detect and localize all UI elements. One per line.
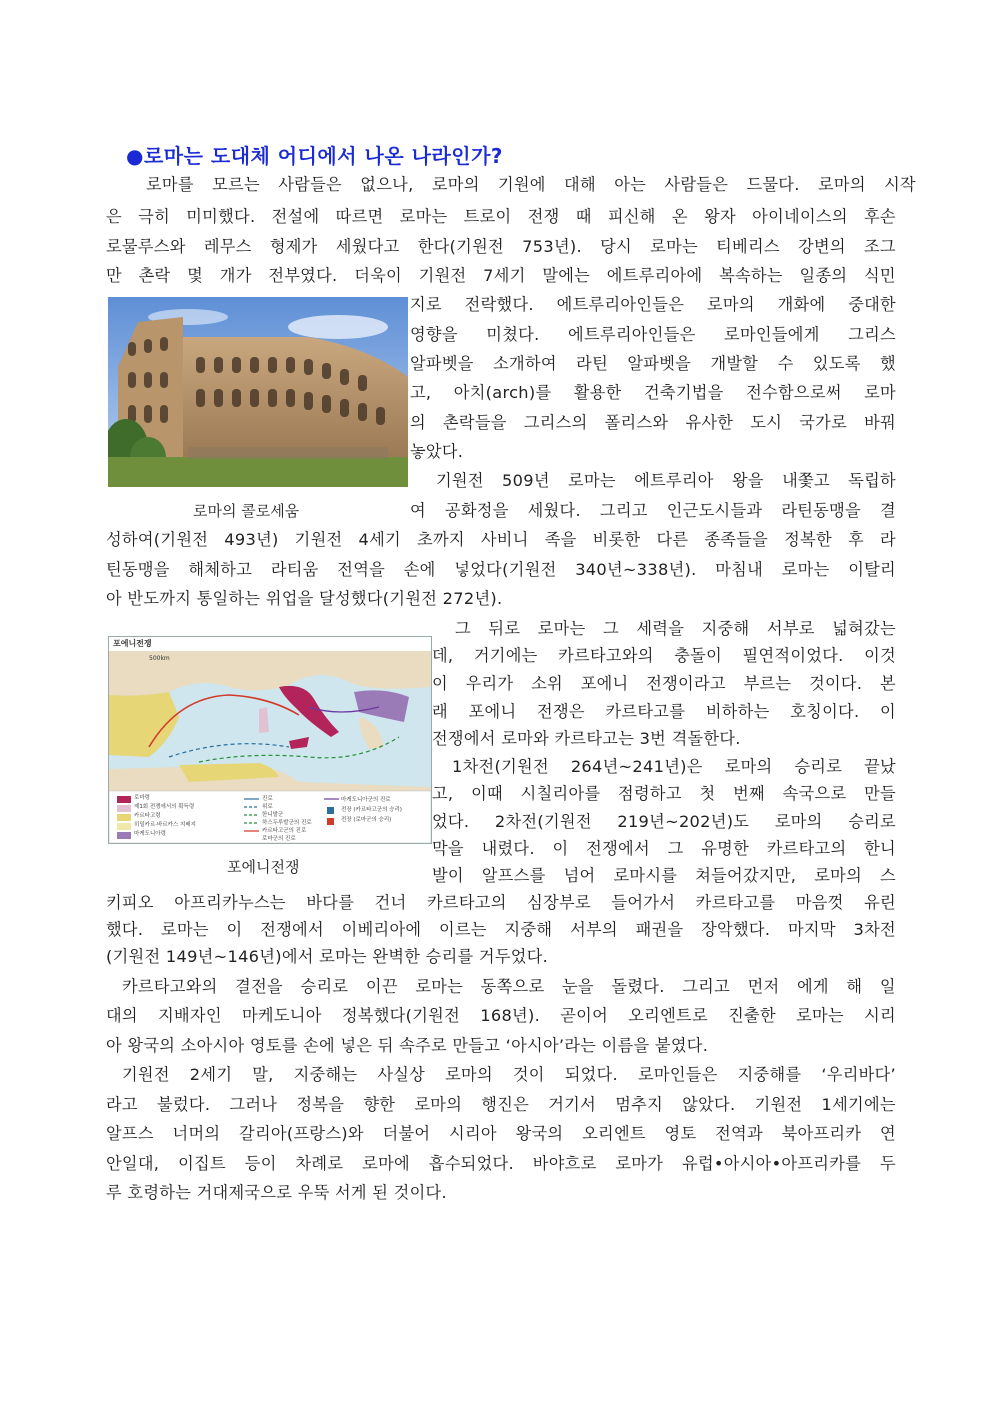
text-line: 지로 전락했다. 에트루리아인들은 로마의 개화에 중대한 (410, 295, 896, 314)
text-line: 라고 불렀다. 그러나 정복을 향한 로마의 행진은 거기서 멈추지 않았다. 기원전 1세기에는 (106, 1095, 896, 1114)
page-title: ●로마는 도대체 어디에서 나온 나라인가? (126, 144, 504, 168)
text-line: 막을 내렸다. 이 전쟁에서 그 유명한 카르타고의 한니 (432, 839, 896, 858)
text-line: 전쟁에서 로마와 카르타고는 3번 격돌한다. (432, 729, 741, 748)
text-line: 영향을 미쳤다. 에트루리아인들은 로마인들에게 그리스 (410, 325, 896, 344)
text-line: 틴동맹을 해체하고 라티움 전역을 손에 넣었다(기원전 340년∼338년). 마침내 로마는 이탈리 (106, 560, 896, 579)
text-line: 래 포에니 전쟁은 카르타고를 비하하는 호칭이다. 이 (432, 702, 896, 721)
text-line: 안일대, 이집트 등이 차례로 로마에 흡수되었다. 바야흐로 로마가 유럽•아시아•아프리카를 두 (106, 1154, 896, 1173)
text-line: 고, 이때 시칠리아를 점령하고 첫 번째 속국으로 만들 (432, 784, 896, 803)
colosseum-caption: 로마의 콜로세움 (193, 502, 300, 520)
text-line: 로물루스와 레무스 형제가 세웠다고 한다(기원전 753년). 당시 로마는 티베리스 강변의 조그 (106, 237, 896, 256)
text-line: 1차전(기원전 264년∼241년)은 로마의 승리로 끝났 (452, 757, 896, 776)
text-line: 아 반도까지 통일하는 위업을 달성했다(기원전 272년). (106, 589, 503, 608)
text-line: (기원전 149년∼146년)에서 로마는 완벽한 승리를 거두었다. (106, 947, 549, 966)
text-line: 루 호령하는 거대제국으로 우뚝 서게 된 것이다. (106, 1183, 447, 1202)
text-line: 이 우리가 소위 포에니 전쟁이라고 부르는 것이다. 본 (432, 674, 896, 693)
text-line: 데, 거기에는 카르타고와의 충돌이 필연적이었다. 이것 (432, 646, 896, 665)
text-line: 발이 알프스를 넘어 로마시를 쳐들어갔지만, 로마의 스 (432, 866, 896, 885)
colosseum-photo (108, 297, 408, 487)
map-title: 포에니전쟁 (113, 639, 152, 648)
text-line: 대의 지배자인 마케도니아 정복했다(기원전 168년). 곧이어 오리엔트로 진출한 로마는 시리 (106, 1006, 896, 1025)
text-line: 놓았다. (410, 442, 464, 461)
map-scale: 500km (149, 655, 170, 662)
text-line: 카르타고와의 결전을 승리로 이끈 로마는 동쪽으로 눈을 돌렸다. 그리고 먼저 에게 해 일 (122, 977, 896, 996)
text-line: 은 극히 미미했다. 전설에 따르면 로마는 트로이 전쟁 때 피신해 온 왕자 아이네이스의 후손 (106, 207, 896, 226)
map-legend-mid: 진로 위로 한니발군 하스두루발군의 진로 카르타고군의 진로 로마군의 진로 (262, 796, 312, 842)
text-line: 그 뒤로 로마는 그 세력을 지중해 서부로 넓혀갔는 (455, 619, 896, 638)
text-line: 키피오 아프리카누스는 바다를 건너 카르타고의 심장부로 들어가서 카르타고를 마음껏 유린 (106, 893, 896, 912)
text-line: 의 촌락들을 그리스의 폴리스와 유사한 도시 국가로 바꿔 (410, 413, 896, 432)
map-caption: 포에니전쟁 (227, 858, 300, 876)
text-line: 고, 아치(arch)를 활용한 건축기법을 전수함으로써 로마 (410, 383, 896, 402)
text-line: 기원전 2세기 말, 지중해는 사실상 로마의 것이 되었다. 로마인들은 지중해를 ‘우리바다’ (122, 1065, 896, 1084)
text-line: 알파벳을 소개하여 라틴 알파벳을 개발할 수 있도록 했 (410, 354, 896, 373)
text-line: 만 촌락 몇 개가 전부였다. 더욱이 기원전 7세기 말에는 에트루리아에 복속하는 일종의 식민 (106, 266, 896, 285)
text-line: 기원전 509년 로마는 에트루리아 왕을 내쫓고 독립하 (436, 471, 896, 490)
text-line: 성하여(기원전 493년) 기원전 4세기 초까지 사비니 족을 비롯한 다른 종족들을 정복한 후 라 (106, 530, 896, 549)
map-legend-left: 로마령 제1회 전쟁에서의 획득령 카르타고령 히밀카르·바르카스 지배지 마케도니아령 (134, 795, 196, 837)
map-legend-right: 마케도니아군의 진로 전장 (카르타고군의 승리) 전장 (로마군의 승리) (341, 797, 402, 823)
text-line: 했다. 로마는 이 전쟁에서 이베리아에 이르는 지중해 서부의 패권을 장악했다. 마지막 3차전 (106, 920, 896, 939)
text-line: 로마를 모르는 사람들은 없으나, 로마의 기원에 대해 아는 사람들은 드물다. 로마의 시작 (146, 175, 916, 194)
text-line: 었다. 2차전(기원전 219년∼202년)도 로마의 승리로 (432, 812, 896, 831)
punic-war-map (108, 636, 432, 844)
text-line: 알프스 너머의 갈리아(프랑스)와 더불어 시리아 왕국의 오리엔트 영토 전역과 북아프리카 연 (106, 1124, 896, 1143)
text-line: 아 왕국의 소아시아 영토를 손에 넣은 뒤 속주로 만들고 ‘아시아’라는 이름을 붙였다. (106, 1036, 709, 1055)
text-line: 여 공화정을 세웠다. 그리고 인근도시들과 라틴동맹을 결 (410, 501, 896, 520)
